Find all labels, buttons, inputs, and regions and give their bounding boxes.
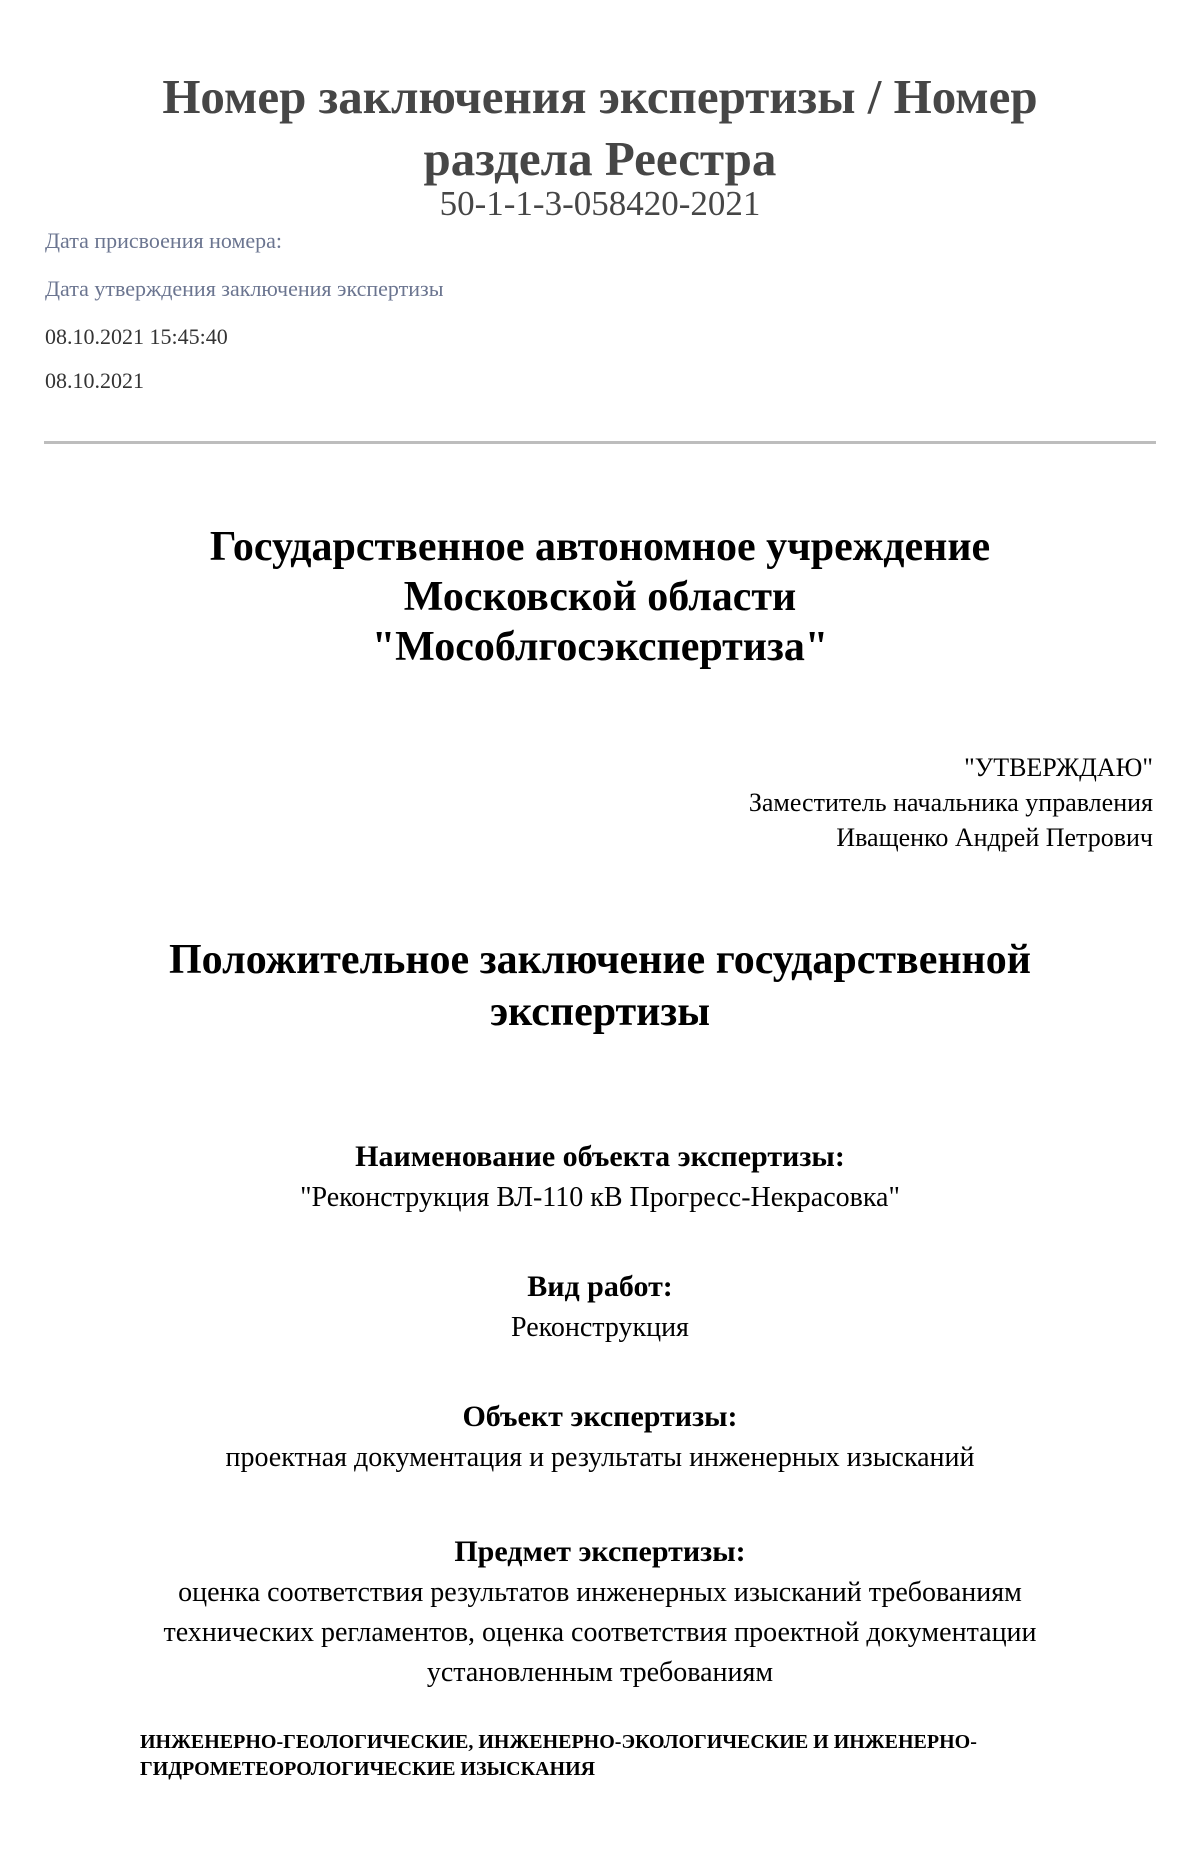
approval-name: Иващенко Андрей Петрович	[836, 823, 1153, 852]
organization-heading	[0, 522, 1200, 672]
assign-date-label: Дата присвоения номера:	[45, 228, 283, 253]
section-value-expertise-object: проектная документация и результаты инженерных изысканий	[225, 1442, 975, 1473]
section-heading-expertise-object: Объект экспертизы:	[462, 1400, 738, 1433]
registry-title-line1: Номер заключения экспертизы / Номер	[162, 69, 1038, 124]
organization-line3: "Мособлгосэкспертиза"	[371, 624, 829, 670]
conclusion-title	[0, 934, 1200, 1038]
section-value-object-name: "Реконструкция ВЛ-110 кВ Прогресс-Некрасовка"	[300, 1182, 900, 1213]
surveys-heading	[140, 1729, 977, 1783]
organization-line2: Московской области	[403, 574, 797, 620]
section-value-expertise-subject-line3: установленным требованиям	[426, 1657, 774, 1688]
divider	[44, 441, 1156, 444]
section-heading-object-name: Наименование объекта экспертизы:	[355, 1140, 845, 1173]
approve-date-value: 08.10.2021	[45, 368, 144, 393]
approval-block	[749, 750, 1153, 855]
section-value-expertise-subject-line2: технических регламентов, оценка соответствия проектной документации	[163, 1617, 1037, 1648]
section-heading-expertise-subject: Предмет экспертизы:	[454, 1535, 746, 1568]
surveys-heading-line2: ГИДРОМЕТЕОРОЛОГИЧЕСКИЕ ИЗЫСКАНИЯ	[140, 1758, 596, 1780]
assign-date-value: 08.10.2021 15:45:40	[45, 324, 228, 349]
approve-date-label: Дата утверждения заключения экспертизы	[45, 276, 444, 301]
approval-position: Заместитель начальника управления	[748, 788, 1153, 817]
registry-title	[0, 66, 1200, 190]
conclusion-title-line2: экспертизы	[489, 989, 711, 1035]
surveys-heading-line1: ИНЖЕНЕРНО-ГЕОЛОГИЧЕСКИЕ, ИНЖЕНЕРНО-ЭКОЛОГИЧЕСКИЕ И ИНЖЕНЕРНО-	[140, 1731, 977, 1753]
section-value-work-type: Реконструкция	[511, 1312, 689, 1343]
registry-title-line2: раздела Реестра	[423, 131, 777, 186]
approval-stamp: "УТВЕРЖДАЮ"	[964, 753, 1153, 782]
registry-number: 50-1-1-3-058420-2021	[439, 184, 761, 223]
organization-line1: Государственное автономное учреждение	[209, 524, 991, 570]
section-value-expertise-subject-line1: оценка соответствия результатов инженерных изысканий требованиям	[178, 1577, 1022, 1608]
conclusion-title-line1: Положительное заключение государственной	[169, 937, 1031, 983]
section-heading-work-type: Вид работ:	[527, 1270, 673, 1303]
